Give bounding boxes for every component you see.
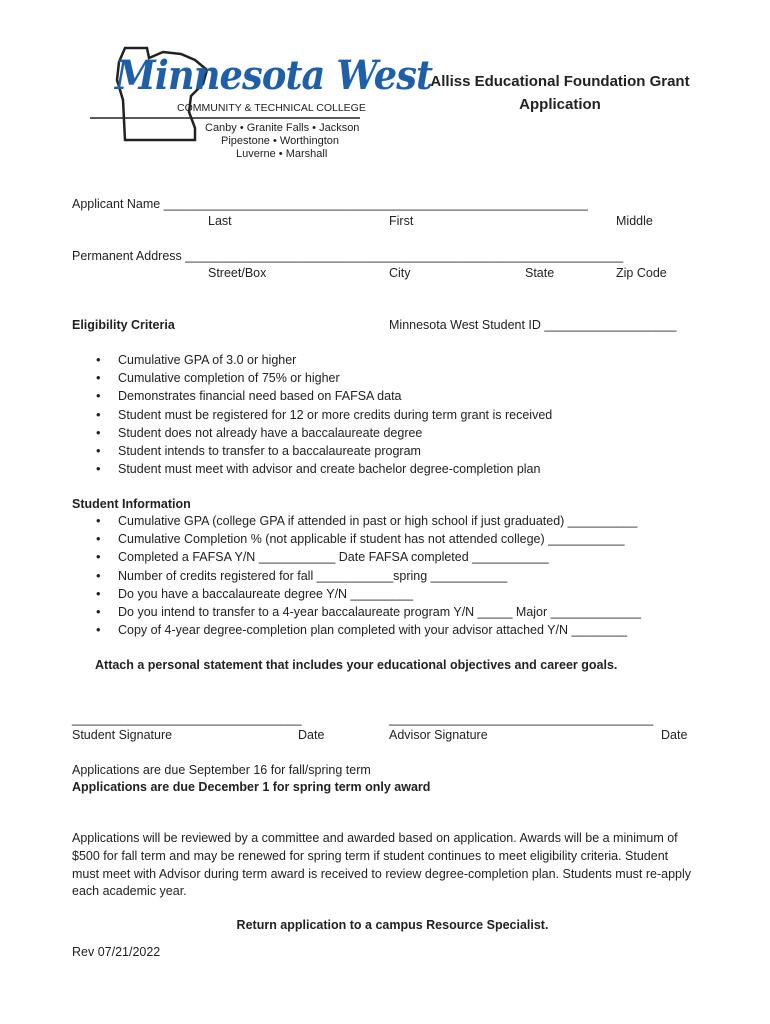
permanent-address-field[interactable] (72, 248, 623, 264)
student-information-list (96, 512, 641, 639)
applicant-name-field[interactable] (72, 196, 588, 212)
advisor-signature-line[interactable]: ______________________________________ (389, 712, 654, 726)
logo-campuses-line-2: Pipestone • Worthington (221, 135, 339, 147)
eligibility-list (96, 351, 552, 478)
logo-wordmark: Minnesota West (115, 52, 433, 99)
logo-campuses-line-1: Canby • Granite Falls • Jackson (205, 122, 360, 134)
logo-tagline: COMMUNITY & TECHNICAL COLLEGE (177, 102, 366, 114)
form-title (400, 70, 720, 116)
applicant-sub-last: Last (208, 214, 232, 228)
revision-date: Rev 07/21/2022 (72, 945, 161, 959)
list-item[interactable]: • Copy of 4-year degree-completion plan completed with your advisor attached Y/N ________ (96, 621, 641, 639)
list-item[interactable]: • Cumulative GPA (college GPA if attended in past or high school if just graduated) __________ (96, 512, 641, 530)
review-line: must meet with Advisor during term award is received to review degree-completion plan. Students must re-apply (72, 866, 692, 881)
student-information-heading: Student Information (72, 497, 191, 511)
return-instruction: Return application to a campus Resource Specialist. (236, 918, 549, 932)
student-signature-label: Student Signature (72, 728, 173, 742)
list-item: • Student must be registered for 12 or more credits during term grant is received (96, 406, 552, 424)
list-item[interactable]: • Number of credits registered for fall ___________spring ___________ (96, 567, 641, 585)
list-item[interactable]: • Completed a FAFSA Y/N ___________ Date FAFSA completed ___________ (96, 548, 641, 566)
list-item: • Cumulative GPA of 3.0 or higher (96, 351, 552, 369)
address-sub-zip: Zip Code (616, 266, 667, 280)
review-line: Applications will be reviewed by a committee and awarded based on application. Awards will be a minimum of (72, 831, 678, 845)
student-id-field[interactable]: Minnesota West Student ID ___________________ (389, 318, 677, 332)
due-date-spring-only: Applications are due December 1 for spring term only award (72, 780, 431, 794)
address-sub-state: State (525, 266, 555, 280)
permanent-address-label: Permanent Address (72, 249, 182, 263)
address-sub-street: Street/Box (208, 266, 267, 280)
review-line: $500 for fall term and may be renewed for spring term if student continues to meet eligibility criteria. Student (72, 848, 669, 863)
logo-campuses-line-3: Luverne • Marshall (236, 148, 328, 160)
list-item: • Demonstrates financial need based on FAFSA data (96, 387, 552, 405)
permanent-address-blank[interactable]: _______________________________________________________________ (185, 249, 624, 263)
form-title-line-2: Application (519, 96, 601, 113)
student-date-label: Date (298, 728, 325, 742)
review-paragraph (72, 830, 722, 901)
advisor-date-label: Date (661, 728, 688, 742)
list-item: • Student does not already have a baccalaureate degree (96, 424, 552, 442)
list-item: • Student must meet with advisor and create bachelor degree-completion plan (96, 460, 552, 478)
applicant-sub-middle: Middle (616, 214, 653, 228)
list-item[interactable]: • Cumulative Completion % (not applicable if student has not attended college) ___________ (96, 530, 641, 548)
student-signature-line[interactable]: _________________________________ (72, 712, 302, 726)
list-item[interactable]: • Do you intend to transfer to a 4-year baccalaureate program Y/N _____ Major _____________ (96, 603, 641, 621)
form-title-line-1: Alliss Educational Foundation Grant (430, 73, 690, 90)
eligibility-heading: Eligibility Criteria (72, 318, 175, 332)
college-logo (85, 40, 433, 170)
advisor-signature-label: Advisor Signature (389, 728, 488, 742)
list-item[interactable]: • Do you have a baccalaureate degree Y/N _________ (96, 585, 641, 603)
review-line: each academic year. (72, 884, 187, 899)
applicant-name-label: Applicant Name (72, 197, 161, 211)
applicant-name-blank[interactable]: _____________________________________________________________ (163, 197, 588, 211)
personal-statement-note: Attach a personal statement that includes your educational objectives and career goals. (95, 658, 618, 672)
list-item: • Student intends to transfer to a baccalaureate program (96, 442, 552, 460)
due-date-fall-spring: Applications are due September 16 for fall/spring term (72, 763, 371, 777)
address-sub-city: City (389, 266, 411, 280)
applicant-sub-first: First (389, 214, 414, 228)
list-item: • Cumulative completion of 75% or higher (96, 369, 552, 387)
